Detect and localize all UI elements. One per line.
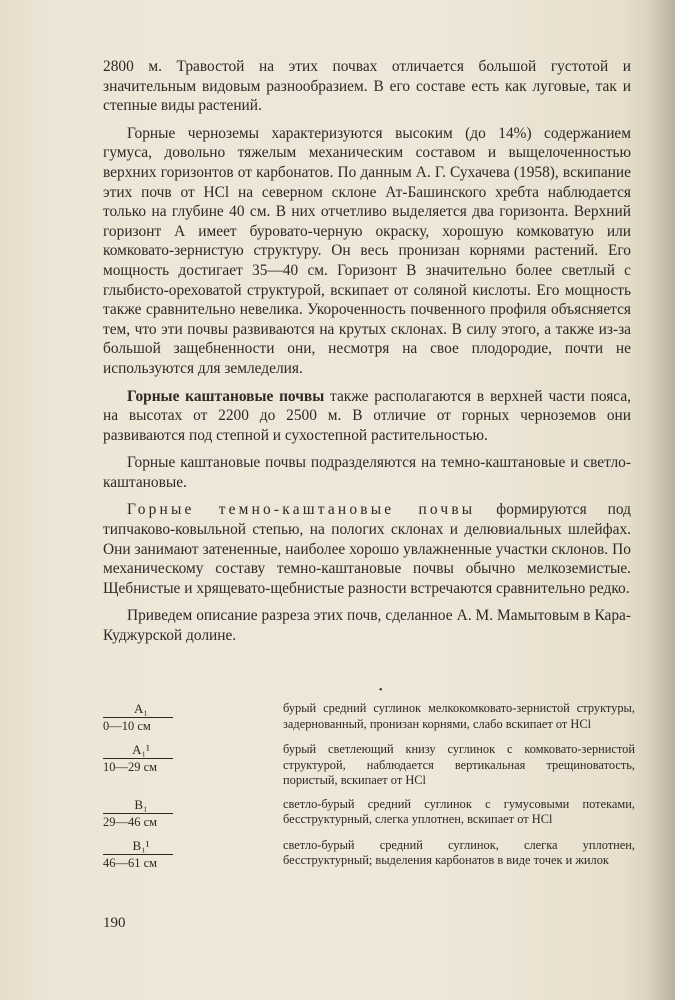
profile-row (103, 797, 635, 830)
soil-profile-table (103, 701, 635, 879)
profile-row (103, 701, 635, 734)
paragraph-text: также располагаются в верхней части пояса, на высотах от 2200 до 2500 м. В отличие от горных черноземов они развиваются под степной и сухостепной растительностью. (103, 387, 631, 444)
horizon-label: A₁¹ (103, 742, 173, 759)
paragraph: Приведем описание разреза этих почв, сделанное А. М. Мамытовым в Кара-Куджурской долине. (103, 607, 631, 645)
body-text (103, 57, 631, 654)
horizon-description: светло-бурый средний суглинок с гумусовыми потеками, бесструктурный, слегка уплотнен, вскипает от HCl (283, 796, 635, 827)
profile-row (103, 838, 635, 871)
paragraph (103, 500, 631, 598)
bullet-mark: • (379, 685, 383, 696)
horizon-label: B₁ (103, 797, 173, 814)
horizon-cell (103, 742, 173, 789)
paragraph: Горные черноземы характеризуются высоким (до 14%) содержанием гумуса, довольно тяжелым механическим составом и выщелоченностью верхних горизонтов от карбонатов. По данным А. Г. Сухачева (1958), вскипание этих почв от HCl на северном склоне Ат-Башинского хребта наблюдается только на глубине 40 см. В них отчетливо выделяется два горизонта. Верхний горизонт А имеет буровато-черную окраску, хорошую комковатую или комковато-зернистую структуру. Он весь пронизан корнями растений. Его мощность достигает 35—40 см. Горизонт В значительно более светлый с глыбисто-ореховатой структурой, вскипает от соляной кислоты. Его мощность также сравнительно невелика. Укороченность почвенного профиля объясняется тем, что эти почвы развиваются на крутых склонах. В силу этого, а также из-за большой защебненности они, несмотря на свое плодородие, почти не используются для земледелия. (103, 124, 631, 377)
bold-term: Горные каштановые почвы (127, 387, 325, 405)
horizon-label: A₁ (103, 701, 173, 718)
horizon-depth: 46—61 см (103, 855, 158, 870)
paragraph: 2800 м. Травостой на этих почвах отличается большой густотой и значительным видовым разнообразием. В его составе есть как луговые, так и степные виды растений. (103, 58, 631, 115)
paragraph-text: формируются под типчаково-ковыльной степью, на пологих склонах и делювиальных шлейфах. Они занимают затененные, наиболее хорошо увлажненные участки склонов. По механическому составу темно-каштановые почвы обычно мелкоземистые. Щебнистые и хрящевато-щебнистые разности встречаются сравнительно редко. (103, 501, 631, 597)
page-edge-shadow (647, 0, 675, 1000)
page-number: 190 (103, 915, 126, 931)
horizon-description: светло-бурый средний суглинок, слегка уплотнен, бесструктурный; выделения карбонатов в виде точек и жилок (283, 837, 635, 868)
horizon-cell (103, 797, 173, 830)
paragraph (103, 387, 631, 446)
horizon-depth: 29—46 см (103, 814, 158, 829)
horizon-depth: 0—10 см (103, 719, 151, 733)
horizon-depth: 10—29 см (103, 760, 158, 774)
horizon-cell (103, 838, 173, 871)
horizon-description: бурый светлеющий книзу суглинок с комковато-зернистой структурой, наблюдается вертикальная трещиноватость, пористый, вскипает от HCl (283, 742, 635, 788)
spaced-term: Горные темно-каштановые почвы (127, 501, 476, 519)
horizon-label: B₁¹ (103, 838, 173, 855)
horizon-cell (103, 701, 173, 734)
paragraph: Горные каштановые почвы подразделяются на темно-каштановые и светло-каштановые. (103, 454, 631, 491)
profile-row (103, 742, 635, 789)
horizon-description: бурый средний суглинок мелкокомковато-зернистой структуры, задернованный, пронизан корнями, слабо вскипает от HCl (283, 701, 635, 731)
